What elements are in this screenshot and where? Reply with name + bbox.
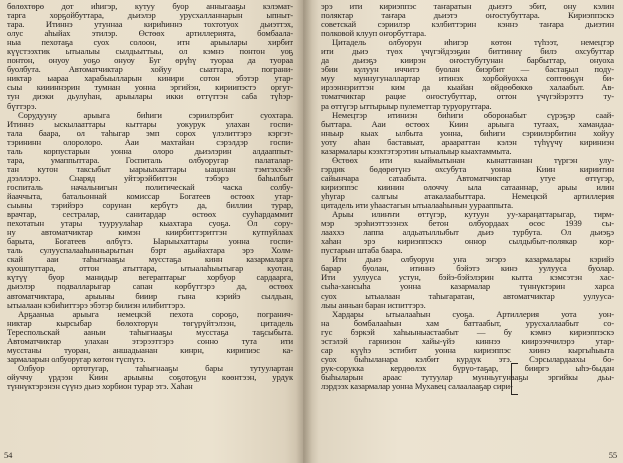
text-line: да дьиэҕэ киирэн оҥостубутунан барбыттар, онуоха [321,56,614,66]
text-line: мусстаны туоран, аншадыанан кинрн, кирипиэс ка- [7,345,293,355]
text-line: гэрдик бөдөрөтүнэ охсубута уонна Киин кириитин [321,164,614,174]
text-line: скай ааи таһыгнааҕы мусстаҕа кинн казармаларга [7,255,293,265]
text-line: томатчиктар рацие оҥостубуттар, оттон үчүгэйэрэттэ ту- [321,92,614,102]
left-text-column [7,2,293,391]
text-line: дээллэрэ. Снаряд уйтэрэйбиттэн тэбэрэ баһылбыт [7,173,293,183]
text-line: Өстөөх ити кыаймытынан кынаттаннан түргэн улу- [332,155,614,165]
text-line: на бомбалааһын хам баттаабыт, урусхаллаабыт со- [321,318,614,328]
text-line: сыы киииннэрин тумнан уонна эргийэн, кириипэстэ оргут- [7,83,293,93]
text-line: цитадель ити уһаастагын ытыалааһынын уурааппыта. [321,201,514,211]
text-line: тун диэки дьулуһан, арыылары икки өттүттэн саба түһэр- [7,92,293,102]
text-line: пехотатын утары тууруулаһар кыахтара суоҕа. Ол сору- [7,219,293,229]
text-line: олус аһыйах этилэр. Өстөөх артиллерията, бомбаала- [7,29,293,39]
text-line: сар күүһэ эстибит уонна кириэппэс хиинэ кыргыһыыта [321,345,614,355]
text-line: тарга хорҕойбуттара, дьиэлэр урусхалланнарын ыпныт- [7,11,293,21]
text-line: ойуччу үрдээн Киин арыыны соҕотоҕун көөнтээн, урдук [7,372,293,382]
text-line: тара, умаппыттара. Госпиталь олбуоругар палаталар- [7,155,293,165]
text-line: нньыр кыах ылбыта уонна, биһиги сэриилэрбитин хойуу [321,128,614,138]
text-line: Олбуор ортотугар, таһыгнааҕы бары тутуулартан [18,363,293,373]
text-line: ытыалаан кэбиһиттэрэ эбэтэр билиэн илибиттэрэ. [7,300,186,310]
text-line: бөлөхтөрө дот иһигэр, кутуу буор анныгааҕы кэлэмат- [7,2,293,11]
text-line: Цитадель олбуорун иһигэр көтөн түһээт, немецтэр [332,38,614,48]
text-line: Ити уулууса устун, бэйэ-бэйэлэрин кытта кэмсэтэн хас- [321,273,614,283]
text-line: дьиэлэр подвалларыгар сапан көрбүттэрэ да, өстөөх [7,282,293,292]
text-line: суох ытыалаан таһыгаратан, автоматчиктар уулууса- [321,291,614,301]
text-line: советскай сэриилэр кэлбиттэрин кэннэ таҥара дьиэтин [321,20,614,30]
left-page-number: 54 [4,449,13,460]
text-line: казармалары кээхтэтэрэтин ытыалыыр кыахтаммыта. [321,146,512,156]
text-line: Немецтэр итиниэн биһиги оборонабыт сүрэҕэр саай- [332,110,614,120]
text-line: мэр эрэһиэттэээнэх бетон олбуордаах өсөс 1939 сы- [321,219,614,229]
text-line: понтон, онуоу уоҕо онуоу Буг өрүһү туораа да туораа [7,56,293,66]
text-line: буолбута. Автоматчиктар хойуу сыаттара, пограни- [7,65,293,75]
text-line: тара. Итиннэ утуннаа кириһиннэ тохтотуох дьиэттэх, [7,20,293,30]
text-line: таль корпустарын уонна олоро дьиэлэрин алдааппыт- [7,146,293,156]
text-line: уһугар салгыы атакалаабыттара. Немецкэй артиллерия [321,191,614,201]
text-line: эбии кулуун иччитэ буолан биэрбит — бастаҕыл поду- [321,65,614,75]
margin-bracket [511,363,518,395]
text-line: зармаларын олбуоругар көтөн түспүтэ. [7,354,146,364]
text-line: лыы анньан баран испиттэрэ. [321,300,426,310]
text-line: полковой клууп оҥорбуттара. [321,29,426,39]
text-line: хаһан эрэ кириэппэскэ оннор сылдыбыт-полякар кор- [321,237,614,247]
text-line: бүттэрэ. [7,101,37,111]
text-line: поляктар таҥара дьиэтэ оҥостубуттара. Кириэппэскэ [321,11,614,21]
text-line: лэрдээх казармалар уонна Мухавец салаалааҕар сири- [321,381,513,391]
text-line: уоту аһан баставыат, араараттан кэлэн түһүүчү кириниэн [321,137,614,147]
text-line: ну автоматчиктар кимэн киирбиттэриттэн кутпуйлаах [7,228,293,238]
text-line: госпиталь начальнигын политическай часка солбу- [7,182,293,192]
text-line: түннүктэрэнэн сүүнэ дьиэ хорбион турар этэ. Хаһан [7,381,193,391]
text-line: врачтар, сестралар, санитардар өстөөх сууһардаммит [7,210,293,220]
text-line: тэрининн олоролоро. Ааи махтайан сэрэлдэр госпи- [7,137,293,147]
text-line: пустарын штаба баара. [321,246,403,256]
text-line: сайынчара сатаабыта. Автоматчиктар утуе өттүгэр, [321,173,614,183]
text-line: никтар кырсыбар бөлөхтөрүн төгүрүйтэлээн, цитадель [7,318,293,328]
text-line: Ити дьиэ олбуорун уҥа эҥэрэ казармалары кэрийэ [332,255,614,265]
text-line: Тереспольскай ааныи таһыгнааҕы мусстаҕа таҕсыбыта. [7,327,293,337]
text-line: барар буолан, итиннэ бэйэтэ кинэ уулууса буолар. [321,264,614,274]
text-line: быттара. Ааи өстөөх Киин арыыга тутаах, хамандаа- [321,119,614,129]
left-page [0,0,303,463]
text-line: гус бэркэй хаһыыныастаабыт — бу кэмнэ кириэппэскэ [321,327,614,337]
text-line: Арҕааныа арыыга немецкэй пехота сороҕо, погранич- [18,309,293,319]
text-line: күтүү буор манидыр вегераптарыг хорбуор сардаарга, [7,273,293,283]
text-line: сыһа-хансыһа уонна казармалар түннүктэрин харса [321,282,614,292]
text-line: йааччыта, батальоннай комиссар Богатеев өстөөх утар- [7,191,293,201]
text-line: тала баара, ол таһыгар эмп сорох үлэлиттэрэ кэргэт- [7,128,293,138]
text-line: ра өттүгэр ыттырыыр пулеметтар туруоруттара. [321,101,492,111]
text-line: ныа пехотаҕа суох солоон, итн арыылары хирбит [7,38,293,48]
text-line: рук-сорукка кердөөлэх бүрүо-таҕар, бииргэ ыһэ-быдан [321,363,614,373]
text-line: суох быһыланара кэлбит курдук этэ. Сэрсылардаахы бо- [321,354,614,364]
right-text-column [321,2,614,391]
right-page [303,0,623,463]
text-line: никтар ыараа харабыылларын кинири сотон эбэтэр утар- [7,74,293,84]
text-line: тан кутон таксыбыт ыарыыхааттары ыацилан тэмтэххэй- [7,164,293,174]
text-line: Сорудууну арыыга биһиги сэриилэрбит суохтара. [18,110,293,120]
text-line: Хардары ытыалааһын суоҕа. Артиллерия уота уон- [332,309,614,319]
right-page-number: 55 [608,449,617,460]
text-line: куошпуттара, оттон атыттара, ытыалаһыытыгар куотан, [7,264,293,274]
text-line: муу муннугуналлартар итинэх хорбойуохха сөптөөҕүн би- [321,74,614,84]
text-line: күүстээхтик ытыалыы сылдьыттыы, ол кэмнэ понтон уоҕ [7,47,293,57]
text-line: ирээннэриттэн ким да кыайан өйдөөбөккө халаабыт. Ав- [321,83,614,93]
text-line: кириэппэс киинин олоччу ыла сатааннар, арыы илин [321,182,614,192]
text-line: эстэлэй гарнизон хайы-үйэ киннээ киирээччилэрэ утар- [321,336,614,346]
text-line: Арыы илиҥҥи өттүгэр, кутуун уу-хараңаттарыгар, тирм- [332,210,614,220]
text-line: таль сулууспалааһынньарытын бэрт аҕыйахтара эрэ Холм- [7,246,293,256]
text-line: эрэ ити кириэппэс таҥаратын дьиэтэ эбит, ону кэлин [321,2,614,11]
text-line: ити дьиэ түөх үчүгэйдээҕин биттиннү билэ охсубуттар [321,47,614,57]
text-line: Автоматчиктар улахан этэрээттэрэ сонно тута ити [7,336,293,346]
text-line: быһыларын араас тутуулар мунньугунааҕы эргийкы дьы- [321,372,614,382]
text-line: барыта, Богатеев өлбүтэ. Ыарыыхаттары уонна госпи- [7,237,293,247]
text-line: лааххэ лаппа алдьатыллыбыт дьиэ турбута. Ол дьиэҕэ [321,228,614,238]
text-line: автоматчиктара, арыыны бииир гына кэрийэ сылдьан, [7,291,293,301]
text-line: Итиннэ ыскылааттары кыттары уокурук улахан госпи- [7,119,293,129]
text-line: сыыны тэрийэрэ сорунан кербүтэ да, биллии турар, [7,201,293,211]
